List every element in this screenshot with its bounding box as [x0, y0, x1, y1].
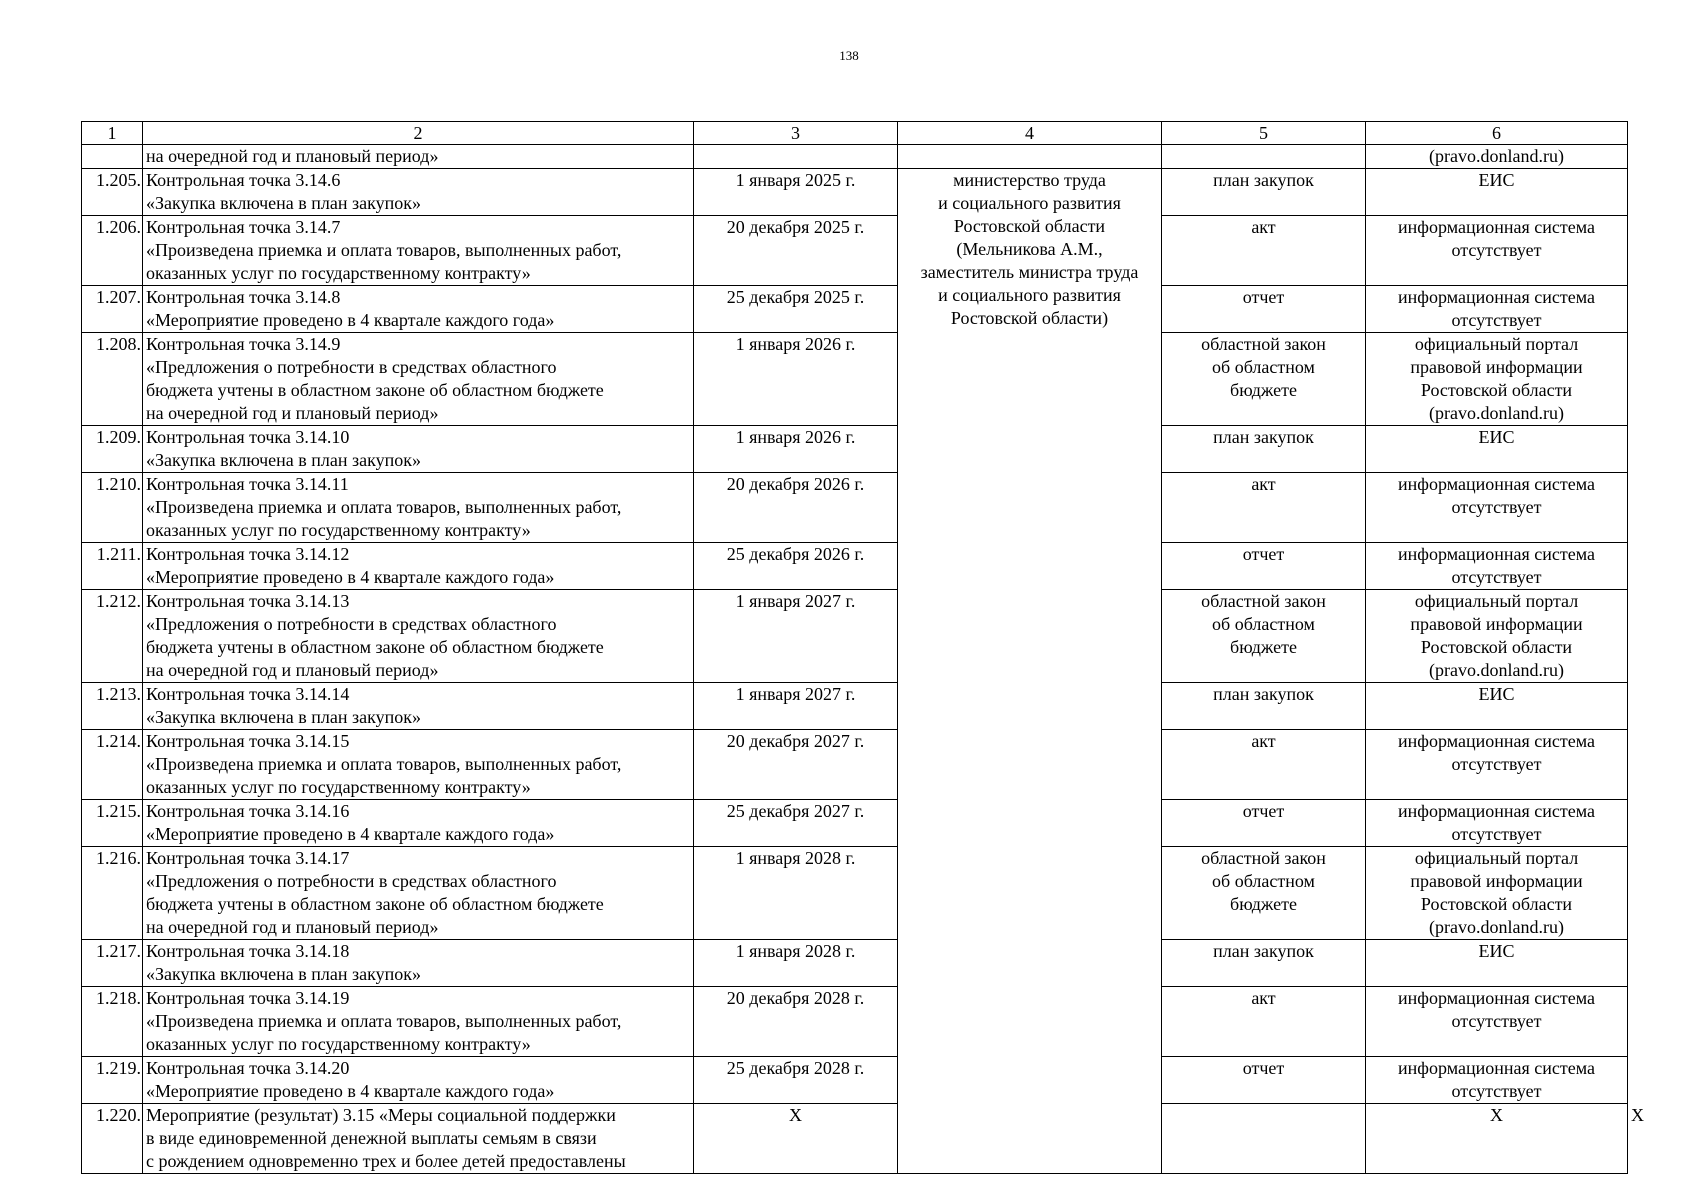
row-deadline: 25 декабря 2027 г. [694, 800, 898, 847]
row-information-system: информационная система отсутствует [1366, 1057, 1628, 1104]
row-deadline: 20 декабря 2025 г. [694, 216, 898, 286]
column-header: 4 [898, 122, 1162, 145]
row-information-system: (pravo.donland.ru) [1366, 145, 1628, 169]
column-header: 1 [82, 122, 143, 145]
row-number: 1.207. [82, 286, 143, 333]
row-deadline: 1 января 2026 г. [694, 333, 898, 426]
row-number: 1.216. [82, 847, 143, 940]
row-deadline: 20 декабря 2027 г. [694, 730, 898, 800]
row-description: Мероприятие (результат) 3.15 «Меры социальной поддержки в виде единовременной денежной выплаты семьям в связи с рождением одновременно трех и более детей предоставлены [143, 1104, 694, 1174]
row-deadline: 25 декабря 2025 г. [694, 286, 898, 333]
row-information-system: информационная система отсутствует [1366, 987, 1628, 1057]
row-document-type: план закупок [1162, 169, 1366, 216]
row-description: Контрольная точка 3.14.18 «Закупка включена в план закупок» [143, 940, 694, 987]
responsible-continued-cell [898, 145, 1162, 169]
column-number-header-row [82, 122, 1628, 145]
row-information-system: ЕИС [1366, 940, 1628, 987]
row-description: на очередной год и плановый период» [143, 145, 694, 169]
row-number: 1.206. [82, 216, 143, 286]
row-information-system: ЕИС [1366, 169, 1628, 216]
row-number: 1.220. [82, 1104, 143, 1174]
row-description: Контрольная точка 3.14.8 «Мероприятие проведено в 4 квартале каждого года» [143, 286, 694, 333]
row-deadline: 20 декабря 2026 г. [694, 473, 898, 543]
row-description: Контрольная точка 3.14.19 «Произведена приемка и оплата товаров, выполненных работ, оказанных услуг по государственному контракту» [143, 987, 694, 1057]
row-description: Контрольная точка 3.14.7 «Произведена приемка и оплата товаров, выполненных работ, оказанных услуг по государственному контракту» [143, 216, 694, 286]
table-row [82, 286, 1628, 333]
row-number [82, 145, 143, 169]
row-description: Контрольная точка 3.14.6 «Закупка включена в план закупок» [143, 169, 694, 216]
row-document-type: акт [1162, 987, 1366, 1057]
column-header: 5 [1162, 122, 1366, 145]
row-information-system: информационная система отсутствует [1366, 543, 1628, 590]
row-deadline: 1 января 2027 г. [694, 590, 898, 683]
row-description: Контрольная точка 3.14.20 «Мероприятие проведено в 4 квартале каждого года» [143, 1057, 694, 1104]
row-number: 1.205. [82, 169, 143, 216]
row-description: Контрольная точка 3.14.15 «Произведена приемка и оплата товаров, выполненных работ, оказанных услуг по государственному контракту» [143, 730, 694, 800]
row-description: Контрольная точка 3.14.9 «Предложения о потребности в средствах областного бюджета учтены в областном законе об областном бюджете на очередной год и плановый период» [143, 333, 694, 426]
row-description: Контрольная точка 3.14.10 «Закупка включена в план закупок» [143, 426, 694, 473]
row-description: Контрольная точка 3.14.16 «Мероприятие проведено в 4 квартале каждого года» [143, 800, 694, 847]
row-information-system: информационная система отсутствует [1366, 286, 1628, 333]
page-number: 138 [839, 48, 859, 63]
table-row [82, 473, 1628, 543]
column-header: 2 [143, 122, 694, 145]
table-row [82, 987, 1628, 1057]
row-document-type: акт [1162, 730, 1366, 800]
table-row [82, 590, 1628, 683]
row-information-system: информационная система отсутствует [1366, 730, 1628, 800]
row-information-system: информационная система отсутствует [1366, 216, 1628, 286]
row-deadline: Х [694, 1104, 898, 1174]
row-deadline: 1 января 2025 г. [694, 169, 898, 216]
row-information-system: ЕИС [1366, 683, 1628, 730]
column-header: 6 [1366, 122, 1628, 145]
table-row [82, 800, 1628, 847]
responsible-empty-cell [1162, 1104, 1366, 1174]
table-row [82, 683, 1628, 730]
row-description: Контрольная точка 3.14.13 «Предложения о потребности в средствах областного бюджета учтены в областном законе об областном бюджете на очередной год и плановый период» [143, 590, 694, 683]
row-number: 1.210. [82, 473, 143, 543]
row-number: 1.213. [82, 683, 143, 730]
row-document-type: план закупок [1162, 426, 1366, 473]
row-document-type: областной закон об областном бюджете [1162, 847, 1366, 940]
row-description: Контрольная точка 3.14.17 «Предложения о потребности в средствах областного бюджета учтены в областном законе об областном бюджете на очередной год и плановый период» [143, 847, 694, 940]
row-document-type: областной закон об областном бюджете [1162, 590, 1366, 683]
row-deadline: 20 декабря 2028 г. [694, 987, 898, 1057]
row-information-system: официальный портал правовой информации Ростовской области (pravo.donland.ru) [1366, 590, 1628, 683]
table-row [82, 847, 1628, 940]
row-document-type: отчет [1162, 1057, 1366, 1104]
row-deadline: 1 января 2028 г. [694, 940, 898, 987]
column-header: 3 [694, 122, 898, 145]
control-points-table [81, 121, 1644, 1174]
row-document-type: план закупок [1162, 683, 1366, 730]
table-row [82, 216, 1628, 286]
row-number: 1.209. [82, 426, 143, 473]
row-document-type: акт [1162, 216, 1366, 286]
responsible-executor: министерство труда и социального развития Ростовской области (Мельникова А.М., заместитель министра труда и социального развития Ростовской области) [898, 169, 1162, 1174]
row-deadline: 1 января 2028 г. [694, 847, 898, 940]
row-number: 1.217. [82, 940, 143, 987]
row-document-type: акт [1162, 473, 1366, 543]
row-number: 1.215. [82, 800, 143, 847]
row-number: 1.218. [82, 987, 143, 1057]
row-description: Контрольная точка 3.14.12 «Мероприятие проведено в 4 квартале каждого года» [143, 543, 694, 590]
row-number: 1.219. [82, 1057, 143, 1104]
row-deadline: 25 декабря 2028 г. [694, 1057, 898, 1104]
row-number: 1.211. [82, 543, 143, 590]
row-number: 1.212. [82, 590, 143, 683]
row-number: 1.208. [82, 333, 143, 426]
table-row [82, 426, 1628, 473]
row-document-type: областной закон об областном бюджете [1162, 333, 1366, 426]
table-row [82, 543, 1628, 590]
row-information-system: информационная система отсутствует [1366, 473, 1628, 543]
row-information-system: информационная система отсутствует [1366, 800, 1628, 847]
row-deadline: 25 декабря 2026 г. [694, 543, 898, 590]
row-document-type [1162, 145, 1366, 169]
table-row: 1.220. Мероприятие (результат) 3.15 «Меры социальной поддержки в виде единовременной денежной выплаты семьям в связи с рождением одновременно трех и более детей предоставлены Х Х Х [82, 1104, 1628, 1174]
row-deadline: 1 января 2026 г. [694, 426, 898, 473]
table-body [82, 145, 1644, 1174]
row-number: 1.214. [82, 730, 143, 800]
row-information-system: официальный портал правовой информации Ростовской области (pravo.donland.ru) [1366, 333, 1628, 426]
table-row [82, 940, 1628, 987]
row-document-type: Х [1366, 1104, 1628, 1174]
row-description: Контрольная точка 3.14.11 «Произведена приемка и оплата товаров, выполненных работ, оказанных услуг по государственному контракту» [143, 473, 694, 543]
row-description: Контрольная точка 3.14.14 «Закупка включена в план закупок» [143, 683, 694, 730]
row-information-system: ЕИС [1366, 426, 1628, 473]
row-information-system: официальный портал правовой информации Ростовской области (pravo.donland.ru) [1366, 847, 1628, 940]
row-deadline [694, 145, 898, 169]
table-row [82, 730, 1628, 800]
row-document-type: план закупок [1162, 940, 1366, 987]
table-row [82, 1057, 1628, 1104]
table-row [82, 145, 1628, 169]
row-document-type: отчет [1162, 543, 1366, 590]
table-row [82, 169, 1628, 216]
row-document-type: отчет [1162, 800, 1366, 847]
table-row [82, 333, 1628, 426]
row-deadline: 1 января 2027 г. [694, 683, 898, 730]
row-document-type: отчет [1162, 286, 1366, 333]
